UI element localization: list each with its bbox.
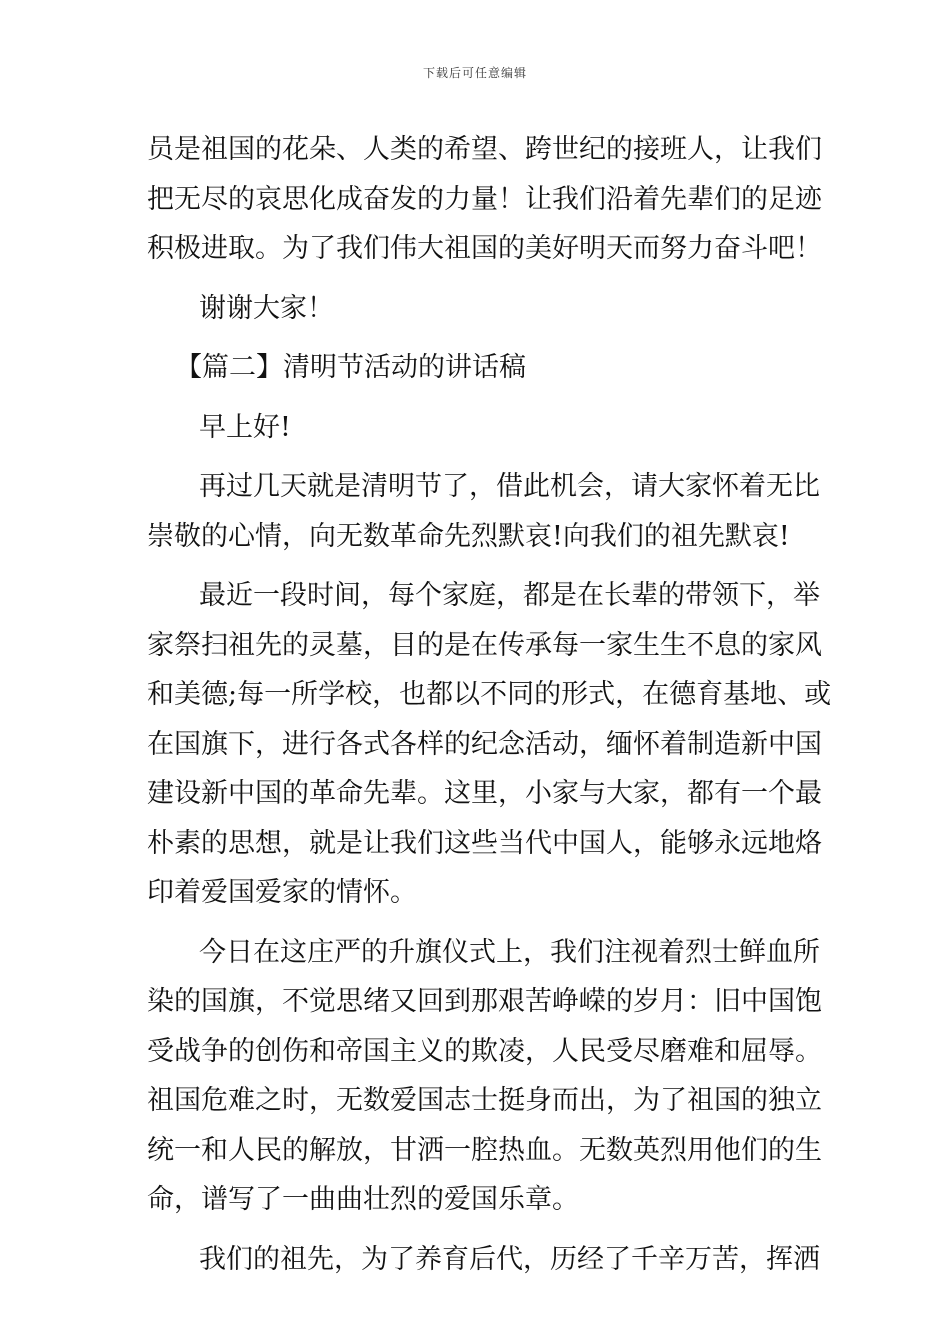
text-line: 员是祖国的花朵、人类的希望、跨世纪的接班人，让我们	[147, 134, 822, 165]
paragraph	[147, 462, 820, 561]
paragraph	[147, 284, 807, 334]
paragraph	[147, 1235, 820, 1285]
text-line: 把无尽的哀思化成奋发的力量！让我们沿着先辈们的足迹	[147, 183, 822, 215]
text-line: 印着爱国爱家的情怀。	[147, 877, 417, 908]
page-header: 下载后可任意编辑	[422, 66, 527, 80]
text-line: 谢谢大家！	[199, 292, 334, 324]
text-line: 染的国旗，不觉思绪又回到那艰苦峥嵘的岁月：旧中国饱	[147, 986, 822, 1017]
text-line: 再过几天就是清明节了，借此机会，请大家怀着无比	[199, 471, 820, 502]
text-line: 早上好!	[199, 411, 291, 443]
text-line: 今日在这庄严的升旗仪式上，我们注视着烈士鲜血所	[199, 936, 820, 968]
paragraph	[147, 125, 822, 274]
text-line: 命，谱写了一曲曲壮烈的爱国乐章。	[147, 1184, 579, 1215]
text-line: 朴素的思想，就是让我们这些当代中国人，能够永远地烙	[147, 827, 822, 859]
text-line: 最近一段时间，每个家庭，都是在长辈的带领下，举	[199, 580, 820, 611]
text-line: 我们的祖先，为了养育后代，历经了千辛万苦，挥洒	[199, 1243, 820, 1275]
paragraph	[147, 403, 807, 453]
text-line: 统一和人民的解放，甘洒一腔热血。无数英烈用他们的生	[147, 1134, 822, 1166]
paragraph	[147, 928, 822, 1225]
text-line: 积极进取。为了我们伟大祖国的美好明天而努力奋斗吧！	[147, 233, 822, 264]
text-line: 祖国危难之时，无数爱国志士挺身而出，为了祖国的独立	[147, 1085, 822, 1116]
text-line: 家祭扫祖先的灵墓，目的是在传承每一家生生不息的家风	[147, 629, 822, 661]
text-line: 和美德;每一所学校，也都以不同的形式，在德育基地、或	[147, 679, 832, 710]
text-line: 崇敬的心情，向无数革命先烈默哀!向我们的祖先默哀!	[147, 520, 790, 552]
text-line: 在国旗下，进行各式各样的纪念活动，缅怀着制造新中国	[147, 728, 822, 760]
paragraph	[147, 571, 832, 918]
heading-line: 【篇二】清明节活动的讲话稿	[175, 352, 526, 383]
document-body	[147, 125, 832, 1284]
text-line: 建设新中国的革命先辈。这里，小家与大家，都有一个最	[147, 778, 822, 809]
section-heading	[147, 343, 807, 393]
text-line: 受战争的创伤和帝国主义的欺凌，人民受尽磨难和屈辱。	[147, 1035, 822, 1067]
